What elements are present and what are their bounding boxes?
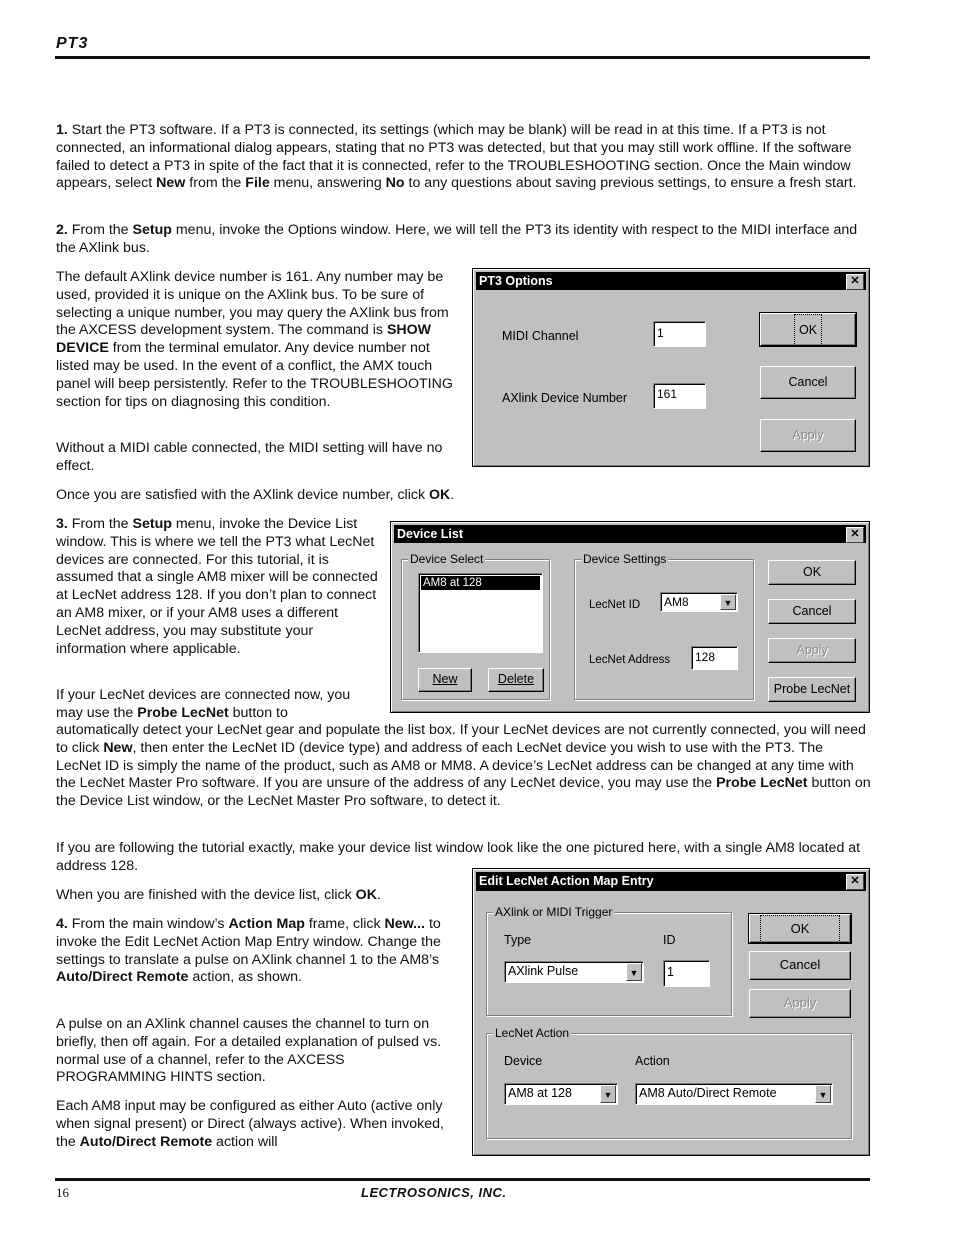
probe-paragraph-cont: automatically detect your LecNet gear and populate the list box. If your LecNet devices are not currently connected, you will need to click New, then enter the LecNet ID (device type) and address of each LecNet device you wish to use with the PT3. The LecNet ID is simply the name of the product, such as AM8 or MM8. A device’s LecNet address can be changed at any time with the LecNet Master Pro software. If you are unsure of the address of any LecNet device, you may use the Probe LecNet button on the Device List window, or the LecNet Master Pro software, to detect it.: [56, 722, 871, 810]
am8-paragraph: Each AM8 input may be configured as either Auto (active only when signal present) or Direct (always active). When invoked, the Auto/Direct Remote action will: [56, 1098, 444, 1150]
chevron-down-icon[interactable]: ▼: [720, 594, 736, 610]
step-1-paragraph: 1. Start the PT3 software. If a PT3 is connected, its settings (which may be blank) will be read in at this time. If a PT3 is not connected, an informational dialog appears, stating that no PT3 was detected, but that you may still work offline. If the software failed to detect a PT3 in spite of the fact that it is connected, refer to the TROUBLESHOOTING section. Once the Main window appears, select New from the File menu, answering No to any questions about saving previous settings, to ensure a fresh start.: [56, 122, 857, 192]
cancel-button[interactable]: Cancel: [760, 366, 856, 399]
probe-paragraph-start: If your LecNet devices are connected now, you may use the Probe LecNet button to: [56, 687, 351, 721]
device-settings-group-label: Device Settings: [583, 552, 667, 566]
step-2-paragraph: 2. From the Setup menu, invoke the Options window. Here, we will tell the PT3 its identity with respect to the MIDI interface and the AXlink bus.: [56, 222, 858, 256]
midi-channel-input[interactable]: 1: [653, 321, 706, 347]
midi-channel-label: MIDI Channel: [502, 329, 579, 343]
new-button[interactable]: New: [418, 668, 472, 692]
apply-button[interactable]: Apply: [749, 989, 851, 1018]
midi-note-paragraph: Without a MIDI cable connected, the MIDI setting will have no effect.: [56, 440, 443, 474]
step-3-paragraph: 3. From the Setup menu, invoke the Device List window. This is where we tell the PT3 what LecNet devices are connected. For this tutorial, it is assumed that a single AM8 mixer will be connected at LecNet address 128. If you don’t plan to connect an AM8 mixer, or if your AM8 uses a different LecNet address, you may substitute your information where applicable.: [56, 516, 378, 657]
pulse-paragraph: A pulse on an AXlink channel causes the channel to turn on briefly, then off again. For a detailed explanation of pulsed vs. normal use of a channel, refer to the AXCESS PROGRAMMING HINTS section.: [56, 1016, 442, 1086]
chevron-down-icon[interactable]: ▼: [600, 1085, 616, 1103]
device-list-titlebar: [394, 525, 866, 543]
cancel-button[interactable]: Cancel: [749, 951, 851, 980]
ok-button[interactable]: [749, 914, 851, 943]
ok-button-label: OK: [760, 915, 841, 943]
apply-button[interactable]: Apply: [768, 638, 856, 663]
lecnet-action-group: [486, 1026, 852, 1139]
device-select[interactable]: [504, 1083, 618, 1105]
action-select[interactable]: [635, 1083, 833, 1105]
lecnet-address-label: LecNet Address: [589, 654, 671, 666]
trigger-type-value: AXlink Pulse: [508, 964, 579, 978]
close-icon[interactable]: ✕: [846, 874, 864, 890]
footer-company: LECTROSONICS, INC.: [361, 1185, 507, 1200]
trigger-id-input[interactable]: 1: [663, 960, 710, 987]
finished-paragraph: When you are finished with the device list, click OK.: [56, 887, 381, 903]
close-icon[interactable]: ✕: [846, 274, 864, 290]
cancel-button[interactable]: Cancel: [768, 599, 856, 624]
device-list-dialog: [390, 521, 870, 713]
step-4-paragraph: 4. From the main window’s Action Map frame, click New... to invoke the Edit LecNet Action Map Entry window. Change the settings to translate a pulse on AXlink channel 1 to the AM8’s Auto/Direct Remote action, as shown.: [56, 916, 441, 986]
tutorial-paragraph: If you are following the tutorial exactly, make your device list window look like the one pictured here, with a single AM8 located at address 128.: [56, 840, 861, 874]
axlink-device-number-label: AXlink Device Number: [502, 391, 628, 405]
click-ok-paragraph: Once you are satisfied with the AXlink device number, click OK.: [56, 487, 455, 503]
action-label: Action: [635, 1054, 670, 1068]
running-header: PT3: [56, 35, 89, 52]
id-label: ID: [663, 933, 676, 947]
header-rule: [55, 56, 870, 59]
trigger-group-label: AXlink or MIDI Trigger: [495, 905, 613, 919]
footer-rule: [55, 1178, 870, 1181]
ok-button[interactable]: OK: [768, 560, 856, 585]
list-item[interactable]: AM8 at 128: [421, 576, 540, 590]
lecnet-action-group-label: LecNet Action: [495, 1026, 570, 1040]
axlink-default-paragraph: The default AXlink device number is 161. Any number may be used, provided it is unique on the AXlink bus. To be sure of selecting a unique number, you may query the AXlink bus from the AXCESS development system. The command is SHOW DEVICE from the terminal emulator. Any device number not listed may be used. In the event of a conflict, the AMX touch panel will beep persistently. Refer to the TROUBLESHOOTING section for tips on diagnosing this condition.: [56, 269, 453, 410]
apply-button[interactable]: Apply: [760, 419, 856, 452]
device-select-group-label: Device Select: [410, 552, 484, 566]
action-map-entry-dialog: [472, 868, 870, 1156]
lecnet-id-value: AM8: [664, 595, 689, 609]
chevron-down-icon[interactable]: ▼: [626, 963, 642, 981]
device-select-group: [401, 552, 550, 700]
device-select-value: AM8 at 128: [508, 1086, 572, 1100]
lecnet-id-label: LecNet ID: [589, 599, 641, 611]
device-listbox[interactable]: [418, 573, 543, 653]
lecnet-id-select[interactable]: [660, 592, 738, 612]
action-select-value: AM8 Auto/Direct Remote: [639, 1086, 777, 1100]
device-settings-group: [574, 552, 754, 700]
close-icon[interactable]: ✕: [846, 527, 864, 543]
delete-button[interactable]: Delete: [488, 668, 544, 692]
page-number: 16: [56, 1185, 69, 1200]
device-label: Device: [504, 1054, 543, 1068]
pt3-options-titlebar: [476, 272, 866, 290]
ok-button-label: OK: [794, 314, 822, 346]
device-list-title: Device List: [397, 527, 464, 541]
pt3-options-dialog: [472, 268, 870, 467]
chevron-down-icon[interactable]: ▼: [815, 1085, 831, 1103]
type-label: Type: [504, 933, 532, 947]
trigger-type-select[interactable]: [504, 961, 644, 983]
probe-lecnet-button[interactable]: Probe LecNet: [768, 677, 856, 702]
action-map-title: Edit LecNet Action Map Entry: [479, 874, 654, 888]
axlink-device-number-input[interactable]: 161: [653, 383, 706, 409]
pt3-options-title: PT3 Options: [479, 274, 553, 288]
action-map-titlebar: [476, 872, 866, 891]
ok-button[interactable]: [760, 313, 856, 346]
trigger-group: [486, 905, 732, 1016]
lecnet-address-input[interactable]: 128: [691, 646, 738, 670]
